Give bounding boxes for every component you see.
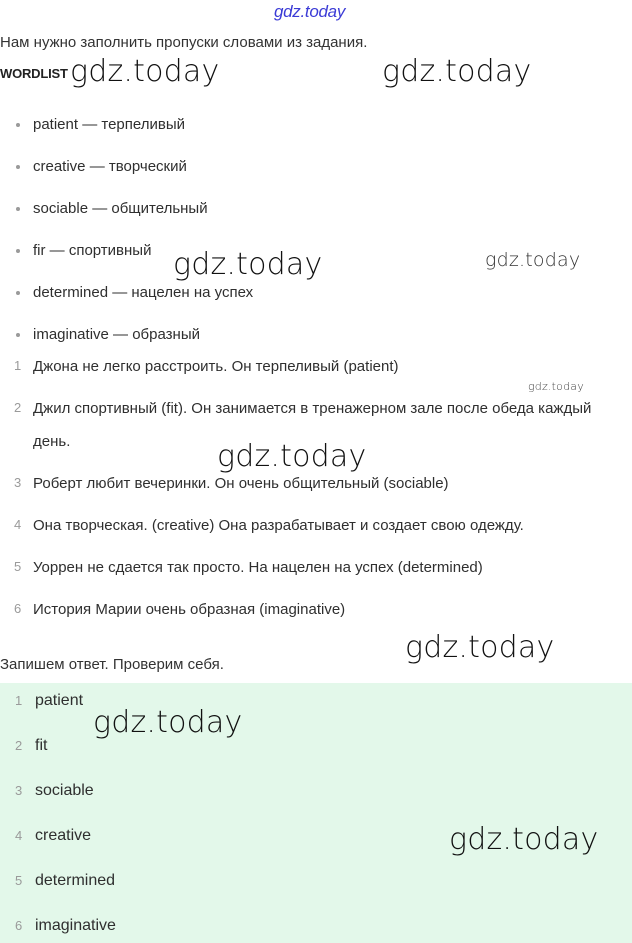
sentence-text: Она творческая. (creative) Она разрабатывает и создает свою одежду. (33, 517, 524, 534)
answer-number: 3 (15, 783, 23, 798)
watermark: gdz.today (70, 54, 220, 89)
answer-number: 2 (15, 738, 23, 753)
answer-text: patient (35, 692, 84, 709)
watermark: gdz.today (449, 822, 599, 857)
list-item-text: sociable — общительный (33, 200, 208, 217)
sentence-number: 4 (14, 517, 22, 532)
sentence-text: Джил спортивный (fit). Он занимается в тренажерном зале после обеда каждый день. (33, 400, 592, 450)
answer-text: creative (35, 827, 92, 844)
answer-number: 5 (15, 873, 23, 888)
bullet-icon (16, 165, 20, 169)
answer-number: 6 (15, 918, 23, 933)
answer-text: determined (35, 872, 116, 889)
watermark: gdz.today (528, 380, 584, 393)
sentence-text: Роберт любит вечеринки. Он очень общительный (sociable) (33, 475, 449, 492)
list-item-text: patient — терпеливый (33, 116, 185, 133)
sentence-number: 5 (14, 559, 22, 574)
watermark: gdz.today (217, 439, 367, 474)
list-item-text: creative — творческий (33, 158, 187, 175)
check-title: Запишем ответ. Проверим себя. (0, 656, 224, 673)
watermark: gdz.today (405, 630, 555, 665)
sentence-text: Уоррен не сдается так просто. На нацелен на успех (determined) (33, 559, 483, 576)
wordlist-heading: WORDLIST (0, 66, 68, 81)
sentence-number: 3 (14, 475, 22, 490)
watermark-top: gdz.today (274, 2, 346, 21)
sentence-number: 1 (14, 358, 22, 373)
sentence-number: 2 (14, 400, 22, 415)
list-item-text: determined — нацелен на успех (33, 284, 254, 301)
bullet-icon (16, 207, 20, 211)
bullet-icon (16, 333, 20, 337)
watermark: gdz.today (485, 249, 581, 271)
bullet-icon (16, 123, 20, 127)
sentence-number: 6 (14, 601, 22, 616)
answer-text: imaginative (35, 917, 116, 934)
watermark: gdz.today (173, 247, 323, 282)
answer-text: sociable (35, 782, 94, 799)
sentence-text: История Марии очень образная (imaginative) (33, 601, 346, 618)
intro-text: Нам нужно заполнить пропуски словами из задания. (0, 34, 368, 51)
list-item-text: imaginative — образный (33, 326, 200, 343)
bullet-icon (16, 291, 20, 295)
answer-number: 1 (15, 693, 23, 708)
sentence-text: Джона не легко расстроить. Он терпеливый (patient) (33, 358, 399, 375)
watermark: gdz.today (382, 54, 532, 89)
list-item-text: fir — спортивный (33, 242, 152, 259)
watermark: gdz.today (93, 705, 243, 740)
bullet-icon (16, 249, 20, 253)
answer-text: fit (35, 737, 48, 754)
answer-number: 4 (15, 828, 23, 843)
